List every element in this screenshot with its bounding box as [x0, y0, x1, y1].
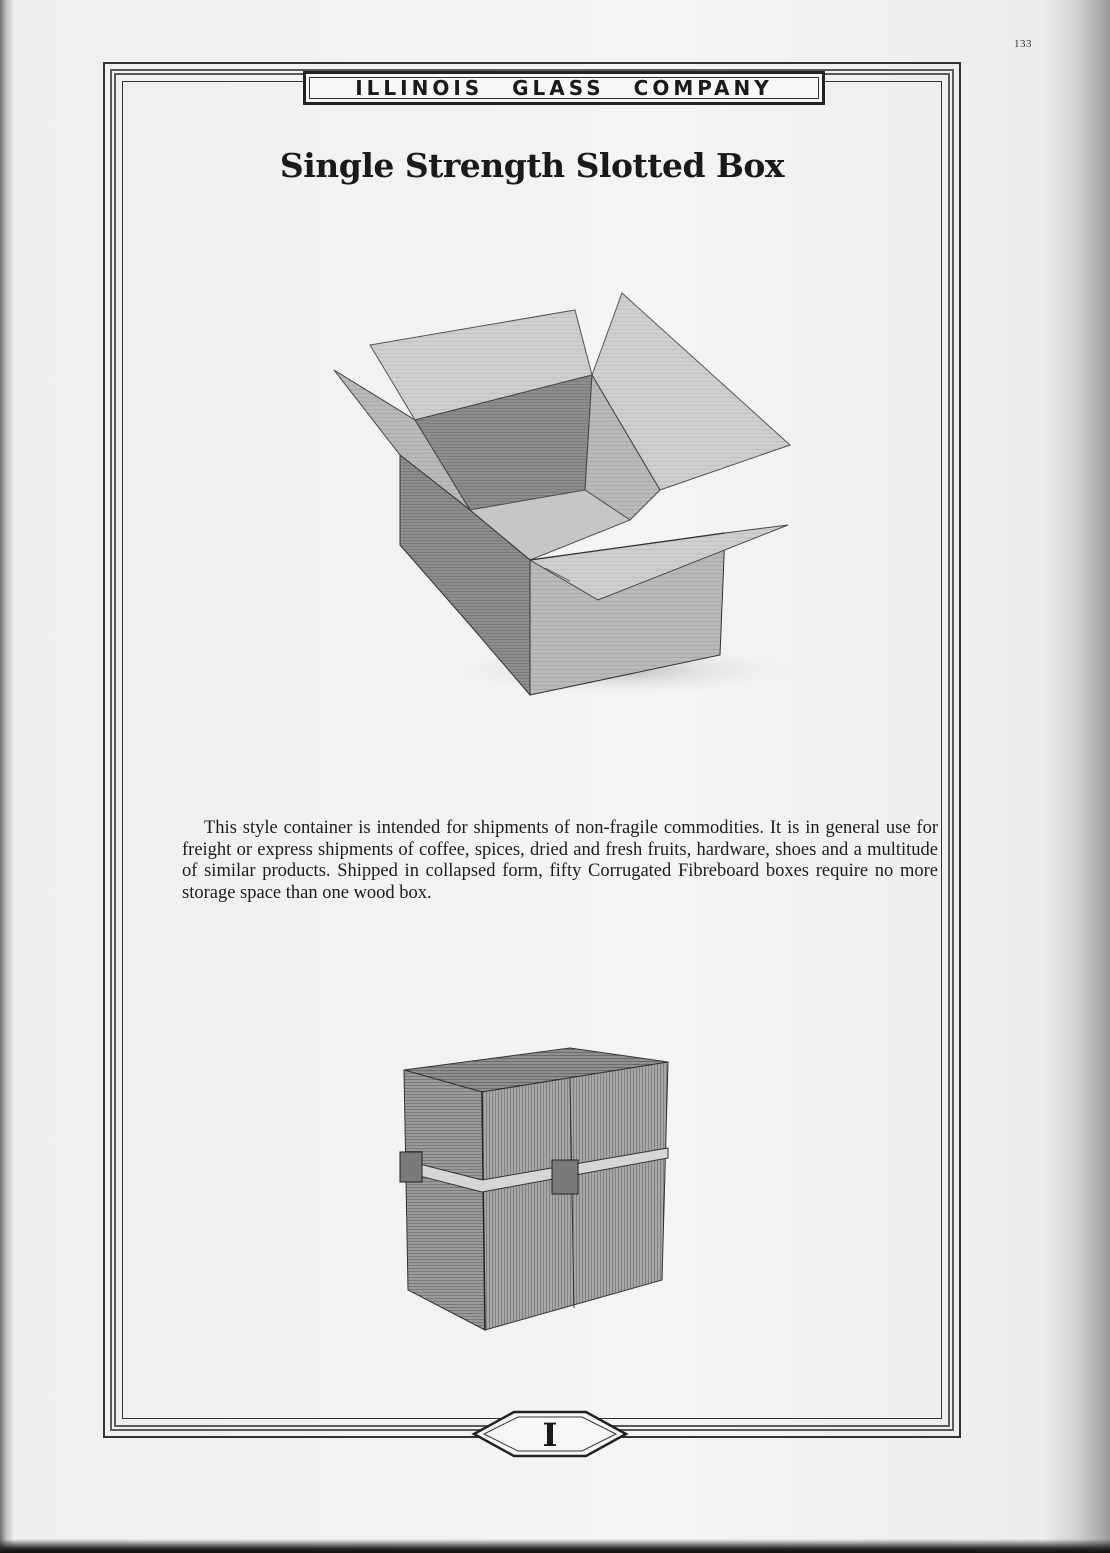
- collapsed-box-bundle-illustration: [390, 1040, 680, 1340]
- open-slotted-box-illustration: [330, 285, 800, 705]
- company-header-plate: [303, 71, 825, 105]
- page-title: Single Strength Slotted Box: [279, 146, 785, 185]
- logo-letter: I: [542, 1416, 558, 1454]
- product-description: This style container is intended for shipments of non-fragile commodities. It is in general use for freight or express shipments of coffee, spices, dried and fresh fruits, hardware, shoes and a multitude of similar products. Shipped in collapsed form, fifty Corrugated Fibreboard boxes require no more storage space than one wood box.: [182, 818, 938, 903]
- page-number: 133: [1014, 38, 1032, 50]
- company-diamond-logo: [470, 1408, 630, 1460]
- scan-bottom-edge: [0, 1539, 1110, 1553]
- company-name: ILLINOIS GLASS COMPANY: [355, 76, 773, 100]
